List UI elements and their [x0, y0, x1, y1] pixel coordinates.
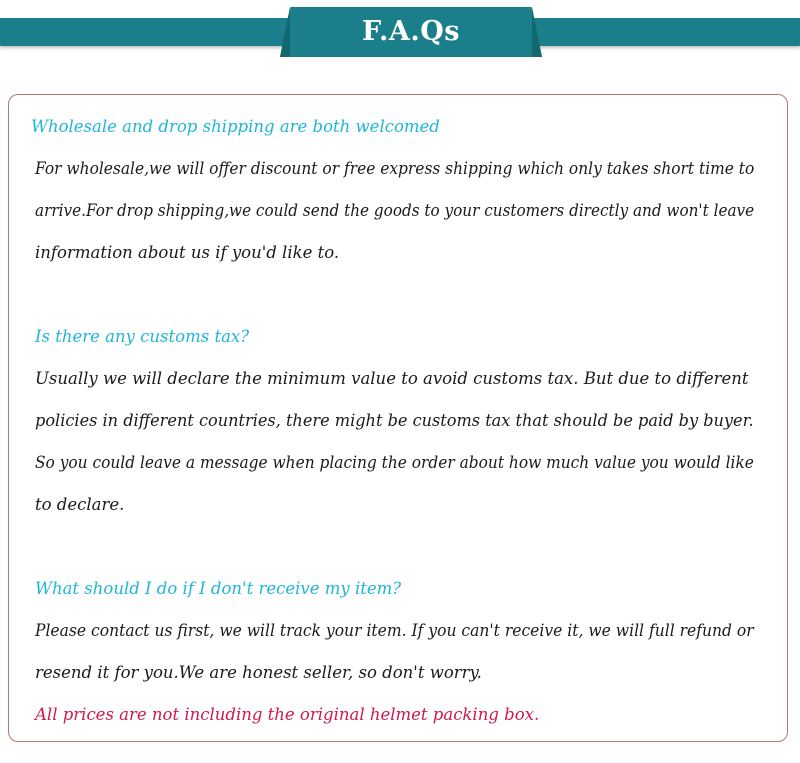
faq-box: [8, 94, 788, 742]
faq-answer-line: information about us if you'd like to.: [35, 243, 340, 262]
faq-answer-line: Usually we will declare the minimum value to avoid customs tax. But due to different: [35, 369, 749, 388]
faq-question-customs-tax: Is there any customs tax?: [35, 327, 250, 346]
page-title: F.A.Qs: [362, 16, 460, 47]
faq-answer-line: resend it for you.We are honest seller, so don't worry.: [35, 663, 482, 682]
faq-answer-line: policies in different countries, there might be customs tax that should be paid by buyer.: [35, 411, 754, 430]
faq-answer-line: So you could leave a message when placing the order about how much value you would like: [35, 453, 754, 472]
faq-answer-line: to declare.: [35, 495, 125, 514]
price-note: All prices are not including the original helmet packing box.: [35, 705, 540, 724]
faq-answer-line: For wholesale,we will offer discount or free express shipping which only takes short time to: [35, 159, 755, 178]
faq-answer-line: Please contact us first, we will track your item. If you can't receive it, we will full refund or: [35, 621, 754, 640]
faq-question-wholesale: Wholesale and drop shipping are both welcomed: [31, 117, 440, 136]
faq-question-not-received: What should I do if I don't receive my item?: [35, 579, 402, 598]
faq-answer-line: arrive.For drop shipping,we could send the goods to your customers directly and won't leave: [35, 201, 755, 220]
